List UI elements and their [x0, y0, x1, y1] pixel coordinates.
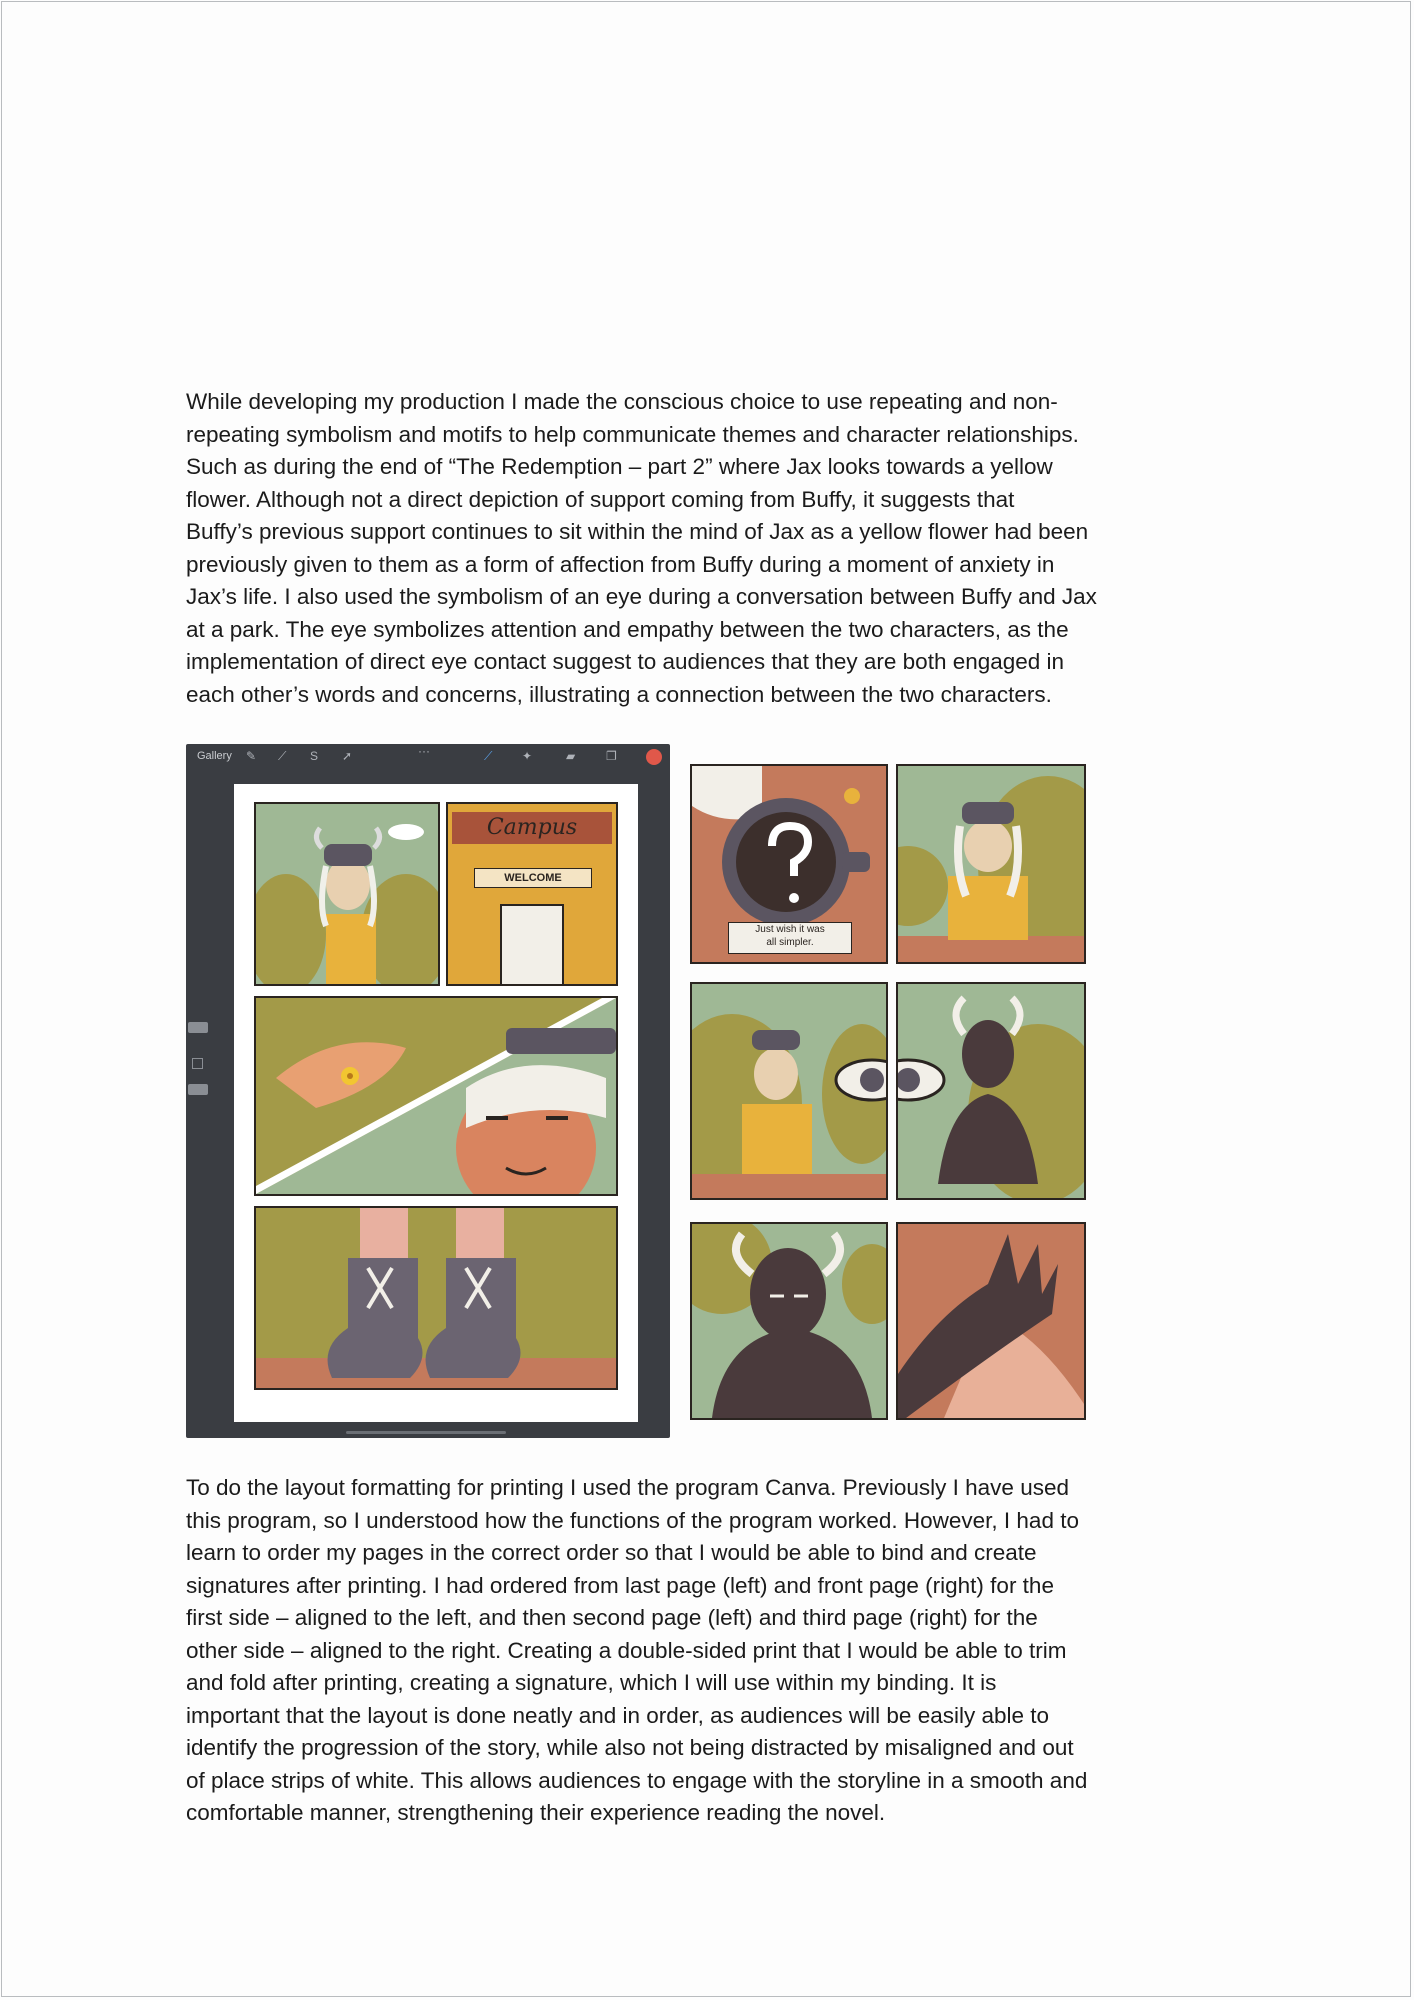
brush-icon[interactable]: ⟋ — [484, 749, 493, 763]
adjustments-icon[interactable]: ⟋ — [278, 749, 287, 763]
paragraph-layout — [186, 1472, 1196, 1830]
caption-line: all simpler. — [766, 937, 814, 948]
text-line: flower. Although not a direct depiction of support coming from Buffy, it suggests that — [186, 486, 1015, 512]
text-line: identify the progression of the story, while also not being distracted by misaligned and out — [186, 1735, 1074, 1760]
text-line: implementation of direct eye contact suggest to audiences that they are both engaged in — [186, 649, 1065, 674]
more-dots-icon[interactable]: ··· — [418, 744, 430, 758]
brush-size-slider[interactable] — [188, 1022, 208, 1033]
procreate-screenshot — [186, 744, 670, 1438]
comic-panel — [254, 802, 440, 986]
comic-panel — [446, 802, 618, 986]
procreate-toolbar — [186, 744, 670, 770]
text-line: signatures after printing. I had ordered from last page (left) and front page (right) for the — [186, 1572, 1054, 1598]
paragraph-symbolism — [186, 386, 1196, 711]
comic-panel — [254, 996, 618, 1196]
comic-panel — [690, 982, 888, 1200]
text-line: Such as during the end of “The Redemption – part 2” where Jax looks towards a yellow — [186, 454, 1053, 479]
smudge-icon[interactable]: ✦ — [522, 749, 533, 763]
text-line: previously given to them as a form of affection from Buffy during a moment of anxiety in — [186, 551, 1055, 577]
modify-button[interactable] — [192, 1058, 203, 1069]
transform-icon[interactable]: ➚ — [342, 749, 353, 763]
opacity-slider[interactable] — [188, 1084, 208, 1095]
text-line: learn to order my pages in the correct order so that I would be able to bind and create — [186, 1540, 1037, 1565]
text-line: Buffy’s previous support continues to sit within the mind of Jax as a yellow flower had been — [186, 519, 1089, 544]
comic-panel — [896, 1222, 1086, 1420]
comic-panel — [690, 1222, 888, 1420]
welcome-banner: WELCOME — [474, 868, 592, 888]
selection-icon[interactable]: S — [310, 749, 319, 763]
gallery-button[interactable]: Gallery — [197, 750, 232, 762]
caption-line: Just wish it was — [755, 924, 825, 935]
wrench-icon[interactable]: ✎ — [246, 749, 257, 763]
text-line: and fold after printing, creating a signature, which I will use within my binding. It is — [186, 1670, 997, 1695]
text-line: at a park. The eye symbolizes attention and empathy between the two characters, as the — [186, 616, 1069, 642]
caption-box — [728, 922, 852, 954]
text-line: this program, so I understood how the functions of the program worked. However, I had to — [186, 1507, 1079, 1533]
comic-panel — [690, 764, 888, 964]
text-line: important that the layout is done neatly and in order, as audiences will be easily able to — [186, 1702, 1050, 1728]
eraser-icon[interactable]: ▰ — [566, 749, 576, 763]
text-line: other side – aligned to the right. Creating a double-sided print that I would be able to trim — [186, 1637, 1067, 1663]
text-line: first side – aligned to the left, and then second page (left) and third page (right) for the — [186, 1605, 1038, 1630]
text-line: To do the layout formatting for printing I used the program Canva. Previously I have used — [186, 1475, 1069, 1500]
text-line: repeating symbolism and motifs to help communicate themes and character relationships. — [186, 421, 1079, 447]
layers-icon[interactable]: ❐ — [606, 749, 617, 763]
campus-sign: Campus — [452, 812, 612, 844]
comic-panel — [896, 982, 1086, 1200]
comic-canvas — [234, 784, 638, 1422]
door — [500, 904, 564, 986]
text-line: of place strips of white. This allows audiences to engage with the storyline in a smooth and — [186, 1767, 1088, 1793]
comic-panel — [254, 1206, 618, 1390]
color-swatch-icon[interactable] — [646, 749, 662, 765]
text-line: each other’s words and concerns, illustrating a connection between the two characters. — [186, 681, 1052, 707]
home-indicator — [346, 1431, 506, 1434]
text-line: While developing my production I made the conscious choice to use repeating and non- — [186, 389, 1058, 414]
text-line: Jax’s life. I also used the symbolism of an eye during a conversation between Buffy and Jax — [186, 584, 1097, 609]
text-line: comfortable manner, strengthening their experience reading the novel. — [186, 1800, 886, 1825]
comic-panel — [896, 764, 1086, 964]
